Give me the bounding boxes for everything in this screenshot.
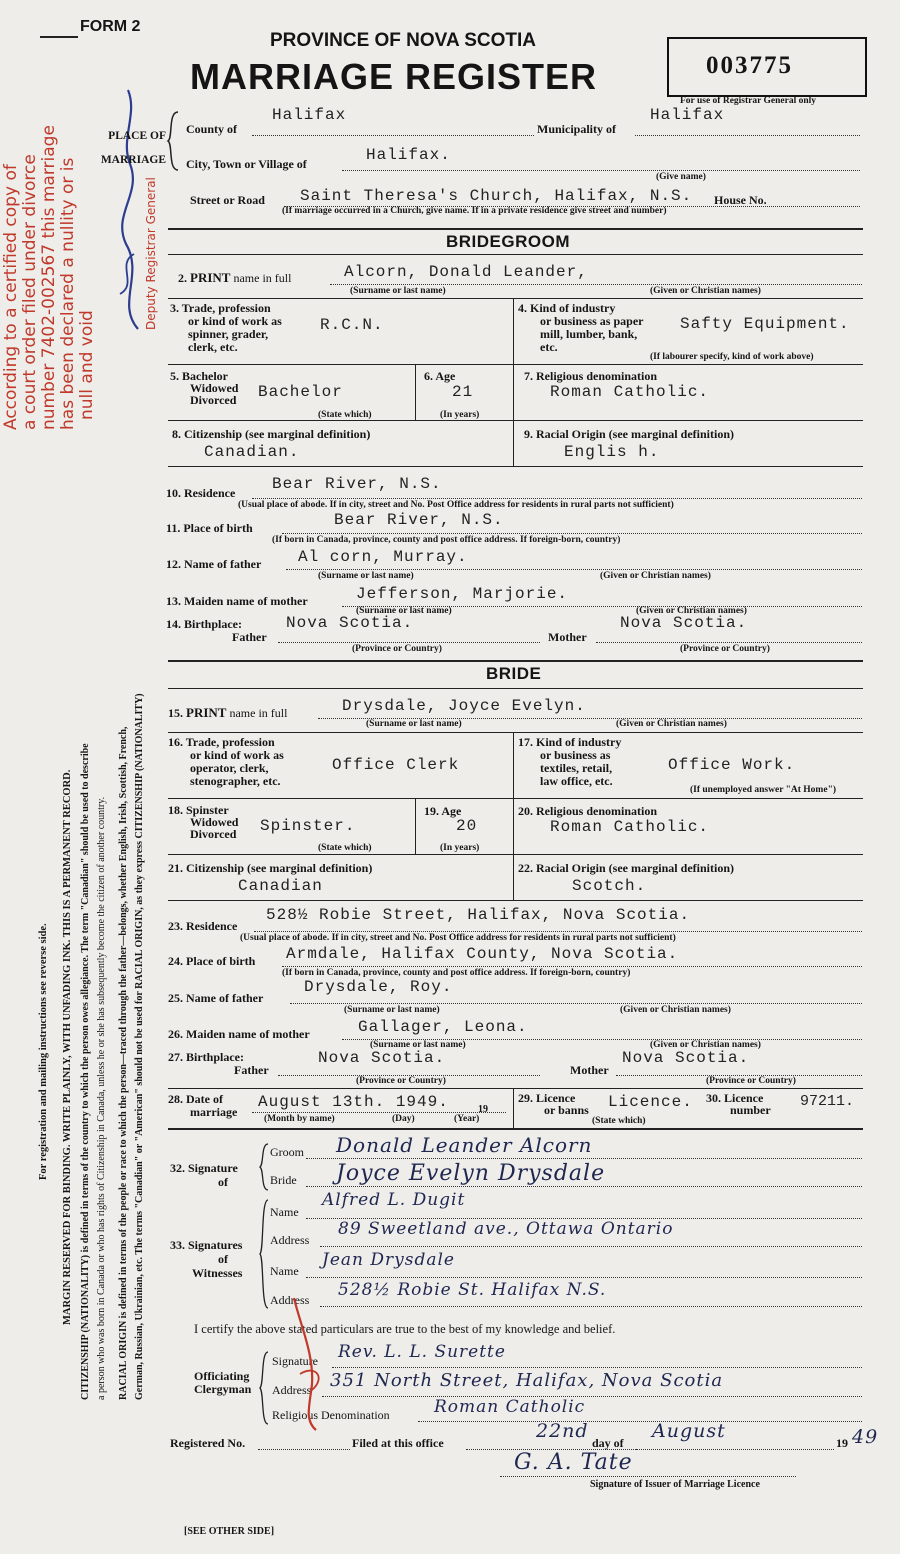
- street-value: Saint Theresa's Church, Halifax, N.S.: [300, 187, 693, 205]
- bride-residence-note: (Usual place of abode. If in city, street and No. Post Office address for residents in rural parts not sufficient): [240, 933, 676, 943]
- bride-signature: Joyce Evelyn Drysdale: [336, 1161, 606, 1186]
- licence-number-value: 97211.: [800, 1093, 855, 1110]
- bride-trade-l2: or kind of work as: [190, 748, 284, 762]
- bride-mother-value: Gallager, Leona.: [358, 1018, 528, 1036]
- groom-age-value: 21: [452, 383, 474, 401]
- licence-number-label: [706, 1092, 771, 1116]
- groom-bp-l2: Father: [232, 630, 267, 644]
- bride-citizenship-label: 21. Citizenship (see marginal definition): [168, 861, 373, 875]
- bride-birthplace-value: Armdale, Halifax County, Nova Scotia.: [286, 945, 679, 963]
- groom-father-label: 12. Name of father: [166, 557, 262, 571]
- groom-status-l3: Divorced: [190, 393, 237, 407]
- certification-statement: I certify the above stated particulars are true to the best of my knowledge and belief.: [194, 1322, 616, 1336]
- groom-racial-value: Englis h.: [564, 443, 660, 461]
- bride-years-note: (In years): [440, 843, 480, 853]
- groom-father-surname: (Surname or last name): [318, 571, 414, 581]
- groom-industry-label: [518, 302, 643, 354]
- groom-bp-l1: 14. Birthplace:: [166, 617, 242, 631]
- bride-trade-l1: 16. Trade, profession: [168, 735, 275, 749]
- marriage-date-l1: 28. Date of: [168, 1092, 223, 1106]
- city-value: Halifax.: [366, 146, 451, 164]
- groom-status-l2: Widowed: [190, 381, 239, 395]
- witness1-address: 89 Sweetland ave., Ottawa Ontario: [338, 1219, 674, 1239]
- bride-trade-l4: stenographer, etc.: [190, 774, 281, 788]
- register-number: 003775: [706, 52, 793, 79]
- groom-trade-l3: spinner, grader,: [188, 327, 269, 341]
- bride-religion-value: Roman Catholic.: [550, 818, 710, 836]
- issuer-signature: G. A. Tate: [514, 1450, 633, 1475]
- groom-birthplace-label: 11. Place of birth: [166, 521, 253, 535]
- witnesses-brace: [258, 1198, 270, 1310]
- licence-state-note: (State which): [592, 1116, 646, 1126]
- margin-citizenship-def-2: a person who was born in Canada or who has rights of Citizenship in Canada, unless he or she has subsequently become the citizen of another country.: [96, 796, 107, 1400]
- groom-father-given: (Given or Christian names): [600, 571, 711, 581]
- groom-bp-mother-value: Nova Scotia.: [620, 614, 748, 632]
- groom-years-note: (In years): [440, 410, 480, 420]
- licence-value: Licence.: [608, 1093, 693, 1111]
- witness2-name: Jean Drysdale: [322, 1250, 455, 1270]
- year-note: (Year): [454, 1114, 480, 1124]
- bride-birthplace-note: (If born in Canada, province, county and post office address. If foreign-born, country): [282, 968, 631, 978]
- wit-label-l1: 33. Signatures: [170, 1238, 243, 1252]
- groom-industry-l3: mill, lumber, bank,: [540, 327, 638, 341]
- bride-industry-label: [518, 736, 621, 788]
- bride-status-l1: 18. Spinster: [168, 803, 229, 817]
- groom-trade-label: [170, 302, 282, 354]
- marriage-century: 19: [478, 1104, 488, 1115]
- bride-bp-mother-value: Nova Scotia.: [622, 1049, 750, 1067]
- witness2-name-label: Name: [270, 1264, 299, 1278]
- form-number: FORM 2: [80, 18, 141, 35]
- bride-print: PRINT: [186, 705, 227, 720]
- groom-religion-label: 7. Religious denomination: [524, 369, 658, 383]
- see-other-side: [SEE OTHER SIDE]: [184, 1526, 275, 1537]
- filed-year-prefix: 19: [836, 1436, 848, 1450]
- clergy-signature: Rev. L. L. Surette: [338, 1342, 506, 1362]
- groom-name-text: name in full: [233, 271, 292, 285]
- bride-sig-label: Bride: [270, 1173, 297, 1187]
- deputy-signature: [108, 84, 152, 334]
- bride-citizenship-value: Canadian: [238, 877, 323, 895]
- day-of-label: day of: [592, 1436, 624, 1450]
- filed-label: Filed at this office: [352, 1436, 444, 1450]
- groom-given-note: (Given or Christian names): [650, 286, 761, 296]
- groom-trade-l2: or kind of work as: [188, 314, 282, 328]
- stamp-line-3: number 7402-002567 this marriage: [39, 125, 59, 430]
- bride-trade-label: [168, 736, 284, 788]
- groom-bp-father-note: (Province or Country): [352, 644, 442, 654]
- give-name-note: (Give name): [656, 172, 706, 182]
- licence-l1: 29. Licence: [518, 1091, 576, 1105]
- filed-month: August: [652, 1420, 726, 1442]
- groom-surname-note: (Surname or last name): [350, 286, 446, 296]
- bride-bp-l2: Father: [234, 1063, 269, 1077]
- bride-mother-surname: (Surname or last name): [370, 1040, 466, 1050]
- place-brace: [166, 110, 180, 172]
- bride-surname-note: (Surname or last name): [366, 719, 462, 729]
- clergy-brace: [258, 1350, 270, 1426]
- groom-name-label: [178, 270, 291, 286]
- marriage-date-label: [168, 1093, 237, 1119]
- county-value: Halifax: [272, 106, 347, 124]
- county-label: County of: [186, 122, 238, 136]
- bride-industry-value: Office Work.: [668, 756, 796, 774]
- licence-no-l1: 30. Licence: [706, 1091, 764, 1105]
- bride-bp-father-value: Nova Scotia.: [318, 1049, 446, 1067]
- margin-racial-def-1: RACIAL ORIGIN is defined in terms of the people or race to which the person—traced through the father—belongs, whether English, Irish, Scottish, French,: [118, 726, 129, 1400]
- red-check-mark: [286, 1294, 334, 1434]
- bride-status-label: [168, 804, 238, 840]
- groom-print: PRINT: [190, 270, 231, 285]
- bridegroom-heading: BRIDEGROOM: [446, 232, 570, 251]
- groom-state-note: (State which): [318, 410, 372, 420]
- groom-status-label: [170, 370, 238, 406]
- licence-label: [518, 1092, 589, 1116]
- ink-dash-mark: [40, 36, 78, 38]
- groom-trade-l1: 3. Trade, profession: [170, 301, 271, 315]
- bride-name-label: [168, 705, 287, 721]
- marriage-date-value: August 13th. 1949.: [258, 1093, 449, 1111]
- groom-industry-l1: 4. Kind of industry: [518, 301, 616, 315]
- groom-trade-l4: clerk, etc.: [188, 340, 238, 354]
- bride-mother-label: 26. Maiden name of mother: [168, 1027, 310, 1041]
- signature-brace: [258, 1142, 270, 1192]
- groom-signature: Donald Leander Alcorn: [336, 1133, 593, 1157]
- page-title: MARRIAGE REGISTER: [190, 56, 598, 97]
- witness2-address-label: Address: [270, 1293, 310, 1307]
- bride-racial-label: 22. Racial Origin (see marginal definition): [518, 861, 734, 875]
- bride-birthplace-parents-label: [168, 1051, 269, 1077]
- city-label: City, Town or Village of: [186, 157, 307, 171]
- licence-l2: or banns: [544, 1103, 589, 1117]
- month-note: (Month by name): [264, 1114, 335, 1124]
- groom-birthplace-value: Bear River, N.S.: [334, 511, 504, 529]
- filed-year: 49: [852, 1426, 879, 1448]
- issuer-label: Signature of Issuer of Marriage Licence: [590, 1479, 760, 1490]
- groom-industry-l2: or business as paper: [540, 314, 644, 328]
- groom-racial-label: 9. Racial Origin (see marginal definition): [524, 427, 734, 441]
- licence-no-l2: number: [730, 1103, 771, 1117]
- groom-residence-value: Bear River, N.S.: [272, 475, 442, 493]
- nullity-stamp: [2, 125, 97, 430]
- bride-father-surname: (Surname or last name): [344, 1005, 440, 1015]
- groom-industry-l4: etc.: [540, 340, 558, 354]
- deputy-registrar-stamp: Deputy Registrar General: [144, 177, 158, 330]
- bride-racial-value: Scotch.: [572, 877, 647, 895]
- clergy-address-label: Address: [272, 1383, 312, 1397]
- stamp-line-4: has been declared a nullity or is: [58, 157, 78, 430]
- registrar-note: For use of Registrar General only: [680, 96, 817, 106]
- clergy-address: 351 North Street, Halifax, Nova Scotia: [330, 1370, 724, 1391]
- groom-bp-father-value: Nova Scotia.: [286, 614, 414, 632]
- bride-mother-given: (Given or Christian names): [650, 1040, 761, 1050]
- wit-label-l3: Witnesses: [192, 1266, 243, 1280]
- day-note: (Day): [392, 1114, 415, 1124]
- bride-religion-label: 20. Religious denomination: [518, 804, 658, 818]
- bride-age-label: 19. Age: [424, 804, 462, 818]
- bride-father-value: Drysdale, Roy.: [304, 978, 453, 996]
- bride-father-label: 25. Name of father: [168, 991, 264, 1005]
- house-no-label: House No.: [714, 193, 767, 207]
- witness1-name: Alfred L. Dugit: [322, 1190, 466, 1210]
- groom-bp-mother-label: Mother: [548, 630, 587, 644]
- groom-birthplace-note: (If born in Canada, province, county and post office address. If foreign-born, country): [272, 535, 621, 545]
- municipality-value: Halifax: [650, 106, 725, 124]
- sig-label-l2: of: [218, 1175, 228, 1189]
- officiating-l1: Officiating: [194, 1369, 250, 1383]
- groom-birthplace-parents-label: [166, 618, 267, 644]
- bride-name-value: Drysdale, Joyce Evelyn.: [342, 697, 586, 715]
- registered-no-label: Registered No.: [170, 1436, 246, 1450]
- officiating-label: [194, 1370, 251, 1396]
- groom-mother-label: 13. Maiden name of mother: [166, 594, 308, 608]
- groom-father-value: Al corn, Murray.: [298, 548, 468, 566]
- bride-trade-l3: operator, clerk,: [190, 761, 269, 775]
- province-heading: PROVINCE OF NOVA SCOTIA: [270, 30, 537, 51]
- bride-industry-l4: law office, etc.: [540, 774, 613, 788]
- bride-father-given: (Given or Christian names): [620, 1005, 731, 1015]
- bride-status-value: Spinster.: [260, 817, 356, 835]
- witnesses-label: [170, 1238, 242, 1280]
- groom-residence-label: 10. Residence: [166, 486, 236, 500]
- bride-industry-note: (If unemployed answer "At Home"): [690, 785, 837, 795]
- marriage-date-l2: marriage: [190, 1105, 238, 1119]
- groom-name-value: Alcorn, Donald Leander,: [344, 263, 588, 281]
- margin-instructions: For registration and mailing instructions see reverse side.: [38, 923, 49, 1180]
- bride-residence-value: 528½ Robie Street, Halifax, Nova Scotia.: [266, 906, 691, 924]
- bride-status-l3: Divorced: [190, 827, 237, 841]
- bride-bp-mother-label: Mother: [570, 1063, 609, 1077]
- bride-name-text: name in full: [229, 706, 288, 720]
- witness1-name-label: Name: [270, 1205, 299, 1219]
- witness1-address-label: Address: [270, 1233, 310, 1247]
- groom-mother-surname: (Surname or last name): [356, 606, 452, 616]
- bride-birthplace-label: 24. Place of birth: [168, 954, 256, 968]
- groom-mother-given: (Given or Christian names): [636, 606, 747, 616]
- bride-industry-l3: textiles, retail,: [540, 761, 613, 775]
- bride-status-l2: Widowed: [190, 815, 239, 829]
- groom-status-l1: 5. Bachelor: [170, 369, 228, 383]
- street-note: (If marriage occurred in a Church, give name. If in a private residence give street and number): [282, 206, 667, 216]
- bride-bp-l1: 27. Birthplace:: [168, 1050, 244, 1064]
- wit-label-l2: of: [218, 1252, 228, 1266]
- groom-religion-value: Roman Catholic.: [550, 383, 710, 401]
- margin-citizenship-def-1: CITIZENSHIP (NATIONALITY) is defined in terms of the country to which the person owes allegiance. The term "Canadian" should be used to describe: [80, 743, 91, 1400]
- groom-trade-value: R.C.N.: [320, 316, 384, 334]
- groom-age-label: 6. Age: [424, 369, 456, 383]
- stamp-line-2: a court order filed under divorce: [20, 154, 40, 430]
- groom-residence-note: (Usual place of abode. If in city, street and No. Post Office address for residents in rural parts not sufficient): [238, 500, 674, 510]
- stamp-line-5: null and void: [77, 310, 97, 420]
- bride-state-note: (State which): [318, 843, 372, 853]
- bride-bp-father-note: (Province or Country): [356, 1076, 446, 1086]
- groom-citizenship-value: Canadian.: [204, 443, 300, 461]
- clergy-signature-label: Signature: [272, 1354, 318, 1368]
- groom-citizenship-label: 8. Citizenship (see marginal definition): [172, 427, 371, 441]
- witness2-address: 528½ Robie St. Halifax N.S.: [338, 1280, 607, 1300]
- groom-industry-note: (If labourer specify, kind of work above): [650, 352, 814, 362]
- bride-industry-l1: 17. Kind of industry: [518, 735, 622, 749]
- groom-industry-value: Safty Equipment.: [680, 315, 850, 333]
- street-label: Street or Road: [190, 193, 265, 207]
- filed-day: 22nd: [536, 1420, 589, 1442]
- groom-status-value: Bachelor: [258, 383, 343, 401]
- municipality-label: Municipality of: [537, 122, 617, 136]
- stamp-line-1: According to a certified copy of: [1, 164, 21, 430]
- bride-given-note: (Given or Christian names): [616, 719, 727, 729]
- groom-sig-label: Groom: [270, 1145, 304, 1159]
- margin-racial-def-2: German, Russian, Ukrainian, etc. The terms "Canadian" or "American" should not be used for RACIAL ORIGIN, as they express CITIZENSHIP (NATIONALITY): [134, 693, 145, 1400]
- clergy-religion-label: Religious Denomination: [272, 1408, 390, 1422]
- bride-age-value: 20: [456, 817, 478, 835]
- bride-name-num: 15.: [168, 706, 183, 720]
- sig-label-l1: 32. Signature: [170, 1161, 238, 1175]
- signature-label: [170, 1161, 238, 1189]
- bride-residence-label: 23. Residence: [168, 919, 238, 933]
- bride-heading: BRIDE: [486, 664, 542, 683]
- groom-bp-mother-note: (Province or Country): [680, 644, 770, 654]
- bride-industry-l2: or business as: [540, 748, 611, 762]
- bride-bp-mother-note: (Province or Country): [706, 1076, 796, 1086]
- officiating-l2: Clergyman: [194, 1382, 252, 1396]
- clergy-religion: Roman Catholic: [434, 1397, 586, 1417]
- groom-name-num: 2.: [178, 271, 187, 285]
- bride-trade-value: Office Clerk: [332, 756, 460, 774]
- place-of-marriage-label: PLACE OF MARRIAGE: [100, 130, 166, 166]
- groom-mother-value: Jefferson, Marjorie.: [356, 585, 569, 603]
- margin-binding-notice: MARGIN RESERVED FOR BINDING. WRITE PLAINLY, WITH UNFADING INK. THIS IS A PERMANENT RECORD.: [62, 769, 73, 1325]
